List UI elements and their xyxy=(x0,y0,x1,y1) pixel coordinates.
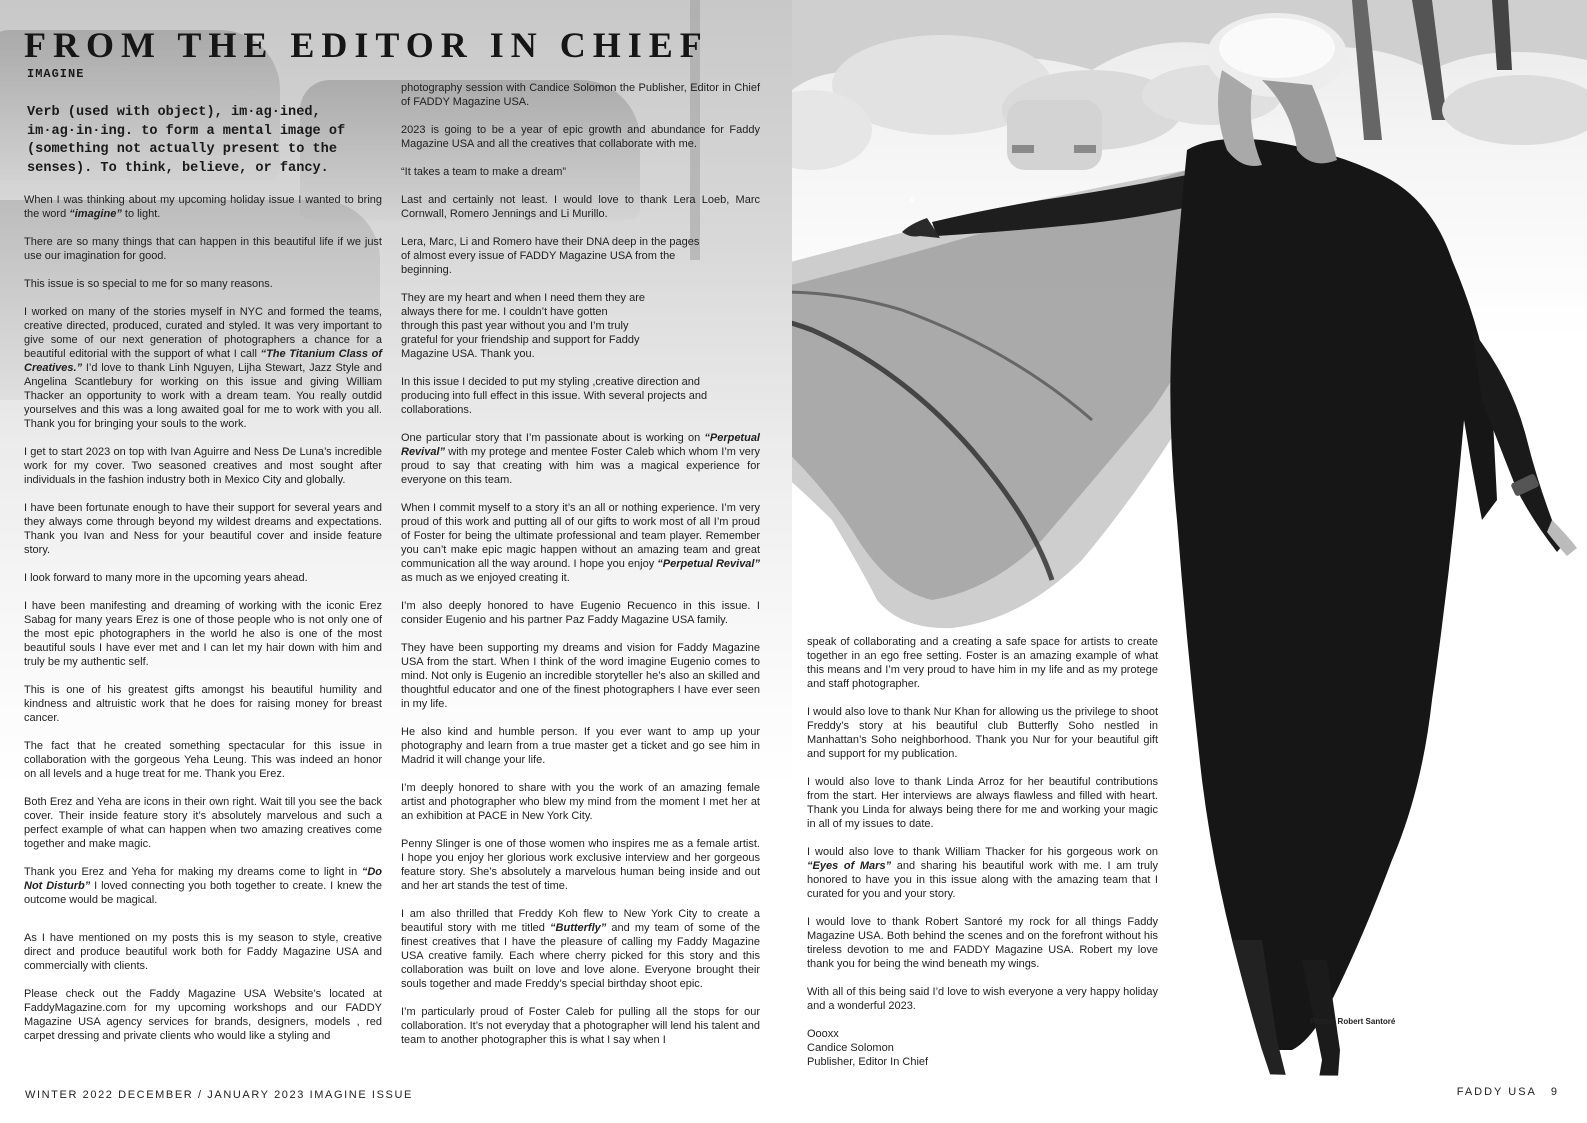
paragraph: Both Erez and Yeha are icons in their own right. Wait till you see the back cover. Their inside feature story it’s absolutely marvelous and such a perfect example of what can happen when two amazing creatives come together and make magic. xyxy=(24,796,382,850)
article-column-1 xyxy=(24,193,382,1057)
page-number: 9 xyxy=(1550,1086,1559,1098)
author-name: Candice Solomon xyxy=(807,1042,894,1054)
page-folio xyxy=(1443,1086,1559,1098)
section-kicker: IMAGINE xyxy=(27,67,85,81)
word-definition: Verb (used with object), im·ag·ined, im·ag·in·ing. to form a mental image of (something not actually present to the senses). To think, believe, or fancy. xyxy=(27,105,346,176)
paragraph: I have been manifesting and dreaming of working with the iconic Erez Sabag for many years Erez is one of those people who is not only one of the most epic photographers in the world he also is one of the most beautiful souls I have ever met and I can let my hair down with him and truly be my authentic self. xyxy=(24,600,382,668)
paragraph: In this issue I decided to put my styling ,creative direction and producing into full effect in this issue. With several projects and collaborations. xyxy=(401,376,708,416)
paragraph: I’m also deeply honored to have Eugenio Recuenco in this issue. I consider Eugenio and his partner Paz Faddy Magazine USA family. xyxy=(401,600,760,626)
paragraph: When I was thinking about my upcoming holiday issue I wanted to bring the word “imagine” to light. xyxy=(24,194,382,220)
paragraph: Last and certainly not least. I would love to thank Lera Loeb, Marc Cornwall, Romero Jennings and Li Murillo. xyxy=(401,194,760,220)
paragraph: Lera, Marc, Li and Romero have their DNA deep in the pages of almost every issue of FADDY Magazine USA from the beginning. xyxy=(401,236,700,276)
paragraph: I look forward to many more in the upcoming years ahead. xyxy=(24,572,308,584)
paragraph: One particular story that I’m passionate about is working on “Perpetual Revival” with my protege and mentee Foster Caleb which whom I’m very proud to say that creating with him was a magical experience for everyone on this team. xyxy=(401,432,760,486)
paragraph: They are my heart and when I need them they are always there for me. I couldn’t have gotten through this past year without you and I’m truly grateful for your friendship and support for Faddy Magazine USA. Thank you. xyxy=(401,292,645,360)
paragraph: This issue is so special to me for so many reasons. xyxy=(24,278,273,290)
photo-credit: Photo: Robert Santoré xyxy=(1310,1017,1396,1026)
signature-block xyxy=(807,1027,1158,1069)
paragraph: I would love to thank Robert Santoré my rock for all things Faddy Magazine USA. Both behind the scenes and on the forefront without his tireless devotion to me and FADDY Magazine USA. Robert my love thank you for being the wind beneath my wings. xyxy=(807,916,1158,970)
paragraph: I would also love to thank Linda Arroz for her beautiful contributions from the start. Her interviews are always flawless and filled with heart. Thank you Linda for always being there for me and working your magic in all of my issues to date. xyxy=(807,776,1158,830)
paragraph: They have been supporting my dreams and vision for Faddy Magazine USA from the start. When I think of the word imagine Eugenio comes to mind. Not only is Eugenio an incredible storyteller he’s also an skilled and thoughtful educator and one of the finest photographers I have ever seen in my life. xyxy=(401,642,760,710)
signoff: Oooxx xyxy=(807,1028,839,1040)
author-role: Publisher, Editor In Chief xyxy=(807,1056,929,1068)
paragraph: I have been fortunate enough to have their support for several years and they always come through beyond my wildest dreams and expectations. Thank you Ivan and Ness for your beautiful cover and inside feature story. xyxy=(24,502,382,556)
paragraph: This is one of his greatest gifts amongst his beautiful humility and kindness and altruistic work that he does for raising money for breast cancer. xyxy=(24,684,382,724)
article-column-3 xyxy=(807,635,1158,1083)
paragraph: He also kind and humble person. If you ever want to amp up your photography and learn from a true master get a ticket and go see him in Madrid it will change your life. xyxy=(401,726,760,766)
issue-folio: WINTER 2022 DECEMBER / JANUARY 2023 IMAGINE ISSUE xyxy=(25,1089,413,1101)
paragraph: I would also love to thank William Thacker for his gorgeous work on “Eyes of Mars” and sharing his beautiful work with me. I am truly honored to have you in this issue along with the amazing team that I curated for you and your story. xyxy=(807,846,1158,900)
paragraph: I would also love to thank Nur Khan for allowing us the privilege to shoot Freddy’s story at his beautiful club Butterfly Soho nestled in Manhattan’s Soho neighborhood. Thank you Nur for your beautiful gift and support for my publication. xyxy=(807,706,1158,760)
paragraph: With all of this being said I’d love to wish everyone a very happy holiday and a wonderful 2023. xyxy=(807,986,1158,1012)
page-title: FROM THE EDITOR IN CHIEF xyxy=(24,25,709,65)
paragraph: Penny Slinger is one of those women who inspires me as a female artist. I hope you enjoy her glorious work exclusive interview and her gorgeous feature story. She’s absolutely a marvelous human being inside and out and her art stands the test of time. xyxy=(401,838,760,892)
paragraph: I’m deeply honored to share with you the work of an amazing female artist and photographer who blew my mind from the moment I met her at an exhibition at PACE in New York City. xyxy=(401,782,760,822)
paragraph: I get to start 2023 on top with Ivan Aguirre and Ness De Luna’s incredible work for my cover. Two seasoned creatives and most sought after individuals in the fashion industry both in Mexico City and globally. xyxy=(24,446,382,486)
paragraph: I worked on many of the stories myself in NYC and formed the teams, creative directed, produced, curated and styled. It was very important to give some of our next generation of photographers a chance for a beautiful editorial with the support of what I call “The Titanium Class of Creatives.” I’d love to thank Linh Nguyen, Lijha Stewart, Jazz Style and Angelina Scantlebury for working on this issue and giving William Thacker an opportunity to work with a dream team. You really outdid yourselves and this was a long awaited goal for me to work with you all. Thank you for bringing your souls to the work. xyxy=(24,306,382,430)
paragraph: The fact that he created something spectacular for this issue in collaboration with the gorgeous Yeha Leung. This was indeed an honor on all levels and a huge treat for me. Thank you Erez. xyxy=(24,740,382,780)
paragraph: Thank you Erez and Yeha for making my dreams come to light in “Do Not Disturb” I loved connecting you both together to create. I knew the outcome would be magical. xyxy=(24,866,383,906)
paragraph: I am also thrilled that Freddy Koh flew to New York City to create a beautiful story with me titled “Butterfly” and my team of some of the finest creatives that I have the pleasure of calling my Faddy Magazine USA creative family. Each where cherry picked for this story and this collaboration was built on love and love alone. Everyone brought their souls together and made Freddy’s special birthday shoot epic. xyxy=(401,908,760,990)
paragraph: I’m particularly proud of Foster Caleb for pulling all the stops for our collaboration. It’s not everyday that a photographer will lend his talent and team to another photographer this is what I say when I xyxy=(401,1006,760,1046)
paragraph: When I commit myself to a story it’s an all or nothing experience. I’m very proud of this work and putting all of our gifts to work most of all I’m proud of Foster for being the ultimate professional and team player. Remember you can’t make epic magic happen without an amazing team and great communication all the way around. I hope you enjoy “Perpetual Revival” as much as we enjoyed creating it. xyxy=(401,502,760,584)
article-column-2 xyxy=(401,81,760,1061)
paragraph: photography session with Candice Solomon the Publisher, Editor in Chief of FADDY Magazine USA. xyxy=(401,82,760,108)
paragraph: There are so many things that can happen in this beautiful life if we just use our imagination for good. xyxy=(24,236,382,262)
brand-name: FADDY USA xyxy=(1456,1086,1537,1098)
paragraph: Please check out the Faddy Magazine USA Website’s located at FaddyMagazine.com for my upcoming workshops and our FADDY Magazine USA agency services for brands, designers, models , red carpet dressing and private clients who would like a styling and xyxy=(24,988,382,1042)
paragraph: As I have mentioned on my posts this is my season to style, creative direct and produce beautiful work both for Faddy Magazine USA and commercially with clients. xyxy=(24,932,382,972)
paragraph: 2023 is going to be a year of epic growth and abundance for Faddy Magazine USA and all the creatives that collaborate with me. xyxy=(401,124,760,150)
paragraph: speak of collaborating and a creating a safe space for artists to create together in an ego free setting. Foster is an amazing example of what this means and I’m very proud to have him in my life and as my protege and staff photographer. xyxy=(807,636,1158,690)
paragraph: “It takes a team to make a dream” xyxy=(401,166,567,178)
